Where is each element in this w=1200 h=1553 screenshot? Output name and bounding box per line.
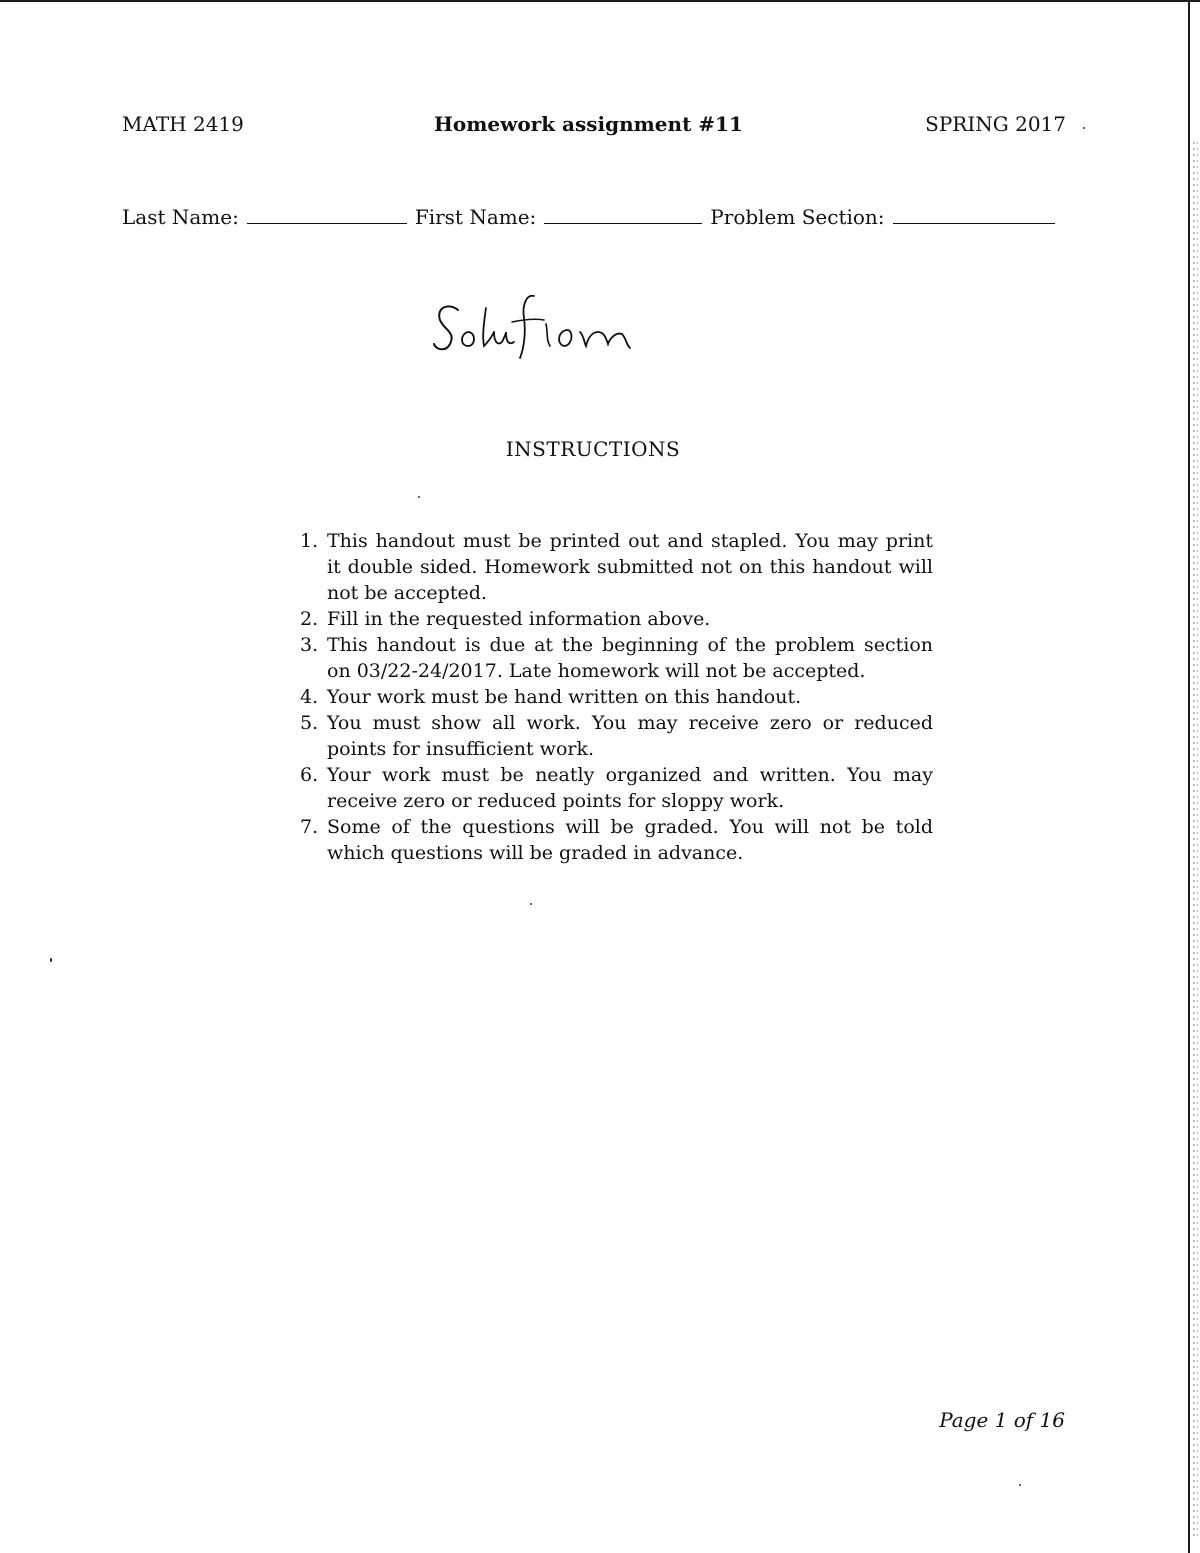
- instruction-text: Your work must be hand written on this handout.: [327, 686, 802, 708]
- page-number: Page 1 of 16: [939, 1408, 1065, 1432]
- scan-speck: [1083, 127, 1085, 129]
- instruction-number: 3.: [300, 634, 319, 656]
- instruction-item: [297, 684, 933, 710]
- scan-speck: [418, 496, 420, 498]
- instruction-number: 4.: [300, 686, 319, 708]
- term-label: SPRING 2017: [925, 112, 1066, 136]
- problem-section-label: Problem Section:: [710, 205, 885, 229]
- scan-speck: [530, 903, 532, 905]
- last-name-field[interactable]: [247, 205, 407, 224]
- scan-right-border: [1188, 0, 1190, 1553]
- instruction-item: [297, 814, 933, 866]
- instructions-list: [297, 528, 933, 866]
- page-header: [122, 112, 1066, 142]
- instruction-number: 6.: [300, 764, 319, 786]
- instruction-item: [297, 710, 933, 762]
- instruction-number: 5.: [300, 712, 319, 734]
- instruction-text: Fill in the requested information above.: [327, 608, 711, 630]
- course-code: MATH 2419: [122, 112, 244, 136]
- scan-speck: [50, 958, 52, 962]
- handwritten-solution: [430, 288, 650, 368]
- instruction-text: This handout is due at the beginning of the problem section on 03/22-24/2017. Late homework will not be accepted.: [327, 634, 933, 682]
- last-name-label: Last Name:: [122, 205, 239, 229]
- instruction-text: Some of the questions will be graded. You will not be told which questions will be graded in advance.: [327, 816, 933, 864]
- instruction-item: [297, 606, 933, 632]
- scan-top-border: [0, 0, 1200, 2]
- instruction-item: [297, 762, 933, 814]
- first-name-label: First Name:: [414, 205, 537, 229]
- student-info-line: [122, 205, 1066, 235]
- instruction-number: 7.: [300, 816, 319, 838]
- instruction-text: You must show all work. You may receive zero or reduced points for insufficient work.: [327, 712, 933, 760]
- instruction-text: Your work must be neatly organized and written. You may receive zero or reduced points for sloppy work.: [327, 764, 933, 812]
- scan-edge-noise: [1192, 140, 1198, 1540]
- problem-section-field[interactable]: [893, 205, 1055, 224]
- first-name-field[interactable]: [544, 205, 702, 224]
- instruction-item: [297, 632, 933, 684]
- assignment-title: Homework assignment #11: [434, 112, 743, 136]
- instruction-number: 1.: [300, 530, 319, 552]
- scan-speck: [1019, 1484, 1021, 1486]
- instruction-number: 2.: [300, 608, 319, 630]
- instructions-heading: INSTRUCTIONS: [505, 437, 681, 461]
- instruction-text: This handout must be printed out and stapled. You may print it double sided. Homework submitted not on this handout will not be accepted.: [327, 530, 933, 604]
- instruction-item: [297, 528, 933, 606]
